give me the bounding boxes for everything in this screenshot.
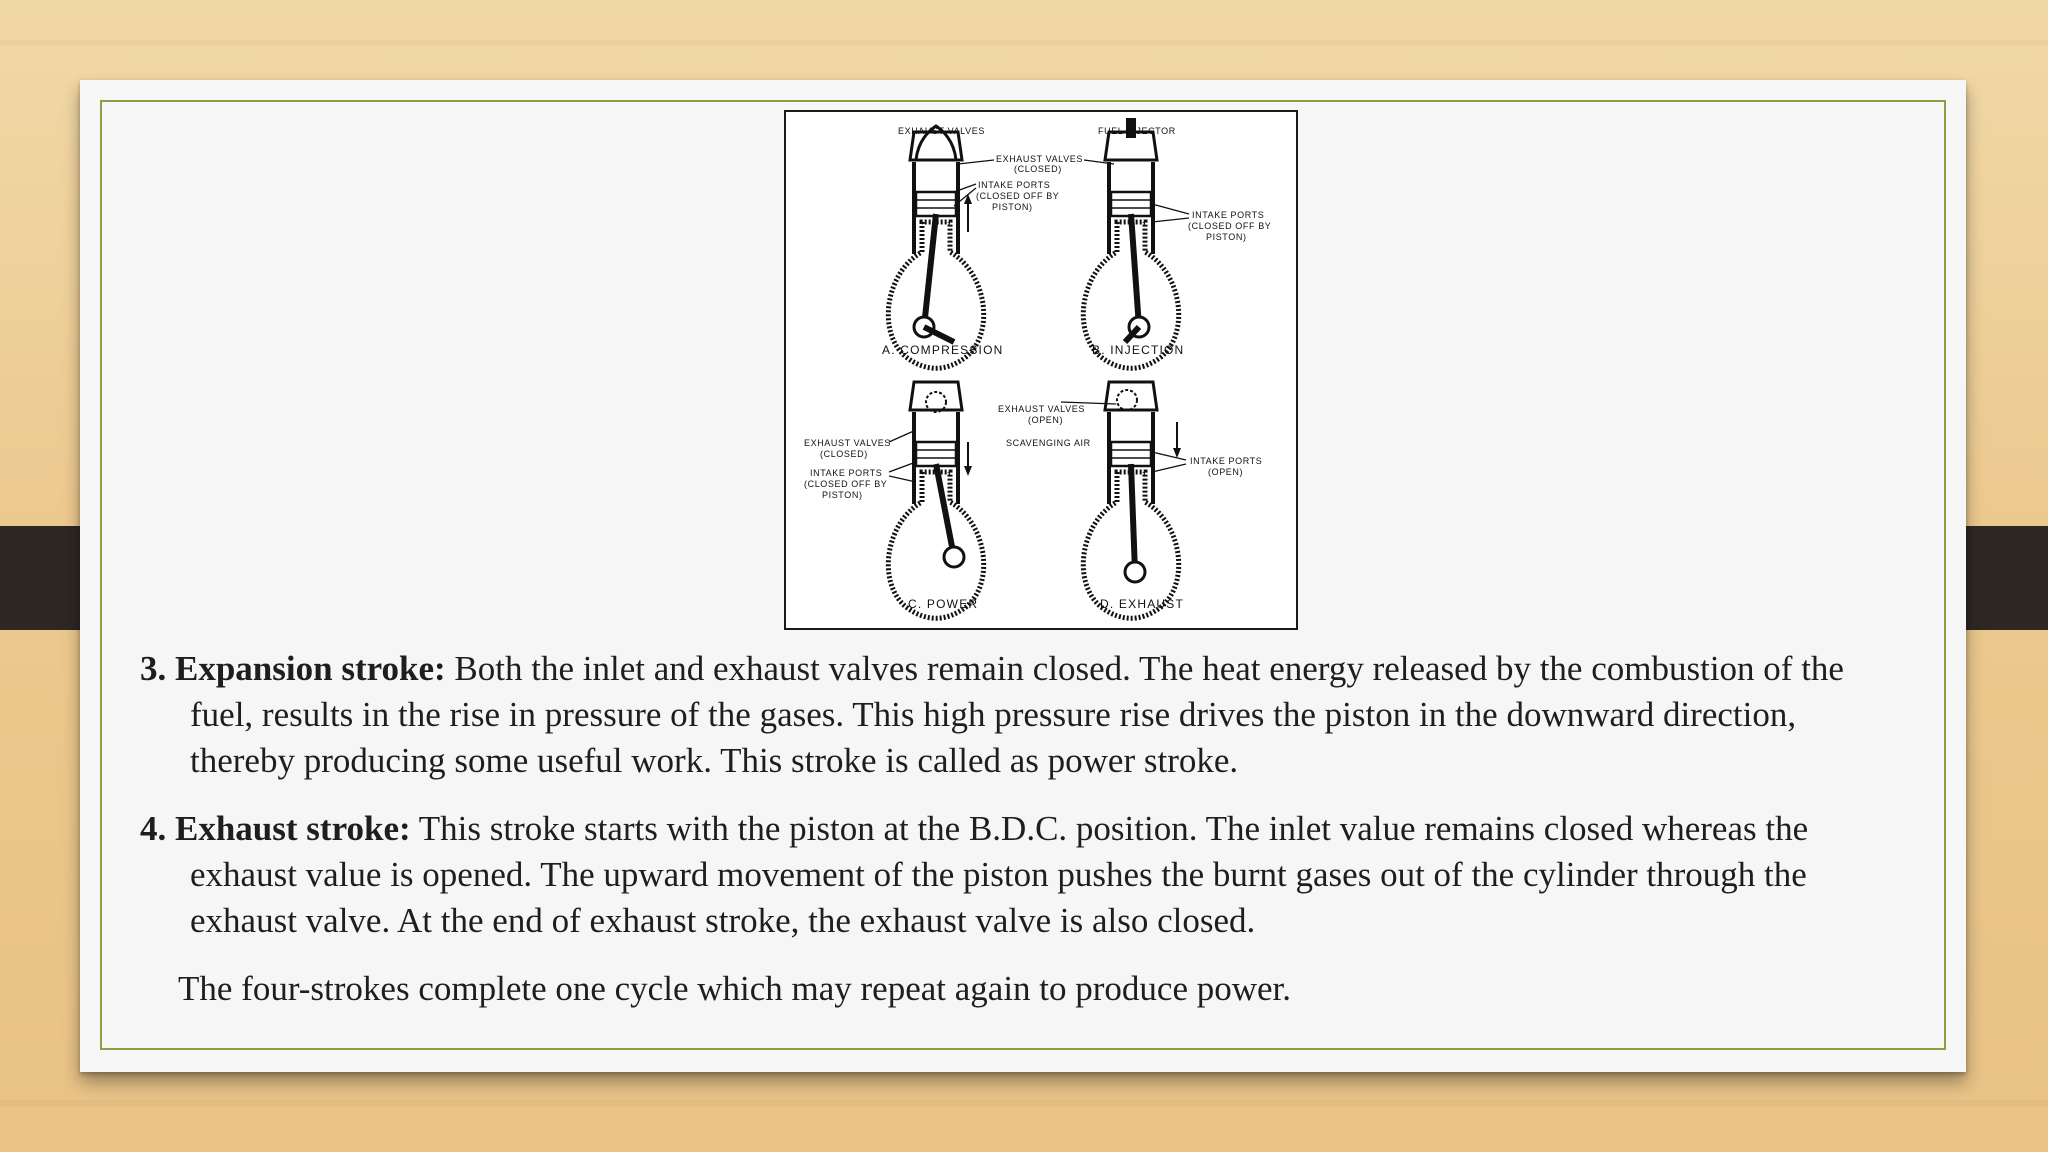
label-intake-ports-c: (CLOSED OFF BY: [804, 479, 888, 489]
caption-compression: A. COMPRESSION: [882, 343, 1004, 357]
expansion-stroke-text: Both the inlet and exhaust valves remain closed. The heat energy released by the combustion of the fuel, results in the rise in pressure of the gases. This high pressure rise drives the piston in the downward direction, thereby producing some useful work. This stroke is called as power stroke.: [190, 649, 1844, 780]
label-intake-ports-a: PISTON): [992, 202, 1033, 212]
caption-injection: B. INJECTION: [1092, 343, 1185, 357]
slide-card: [80, 80, 1966, 1072]
engine-b: [1083, 118, 1178, 368]
label-exhaust-valves-c: EXHAUST VALVES: [804, 438, 891, 448]
closing-sentence: The four-strokes complete one cycle which may repeat again to produce power.: [178, 969, 1292, 1008]
label-intake-ports-a: (CLOSED OFF BY: [976, 191, 1060, 201]
label-intake-ports-a: INTAKE PORTS: [978, 180, 1051, 190]
exhaust-stroke-paragraph: [140, 806, 1900, 944]
label-exhaust-valves: EXHAUST VALVES: [898, 126, 985, 136]
label-scavenging-air: SCAVENGING AIR: [1006, 438, 1091, 448]
label-exhaust-valves-c: (CLOSED): [820, 449, 868, 459]
label-intake-ports-d: (OPEN): [1208, 467, 1244, 477]
label-intake-ports-d: INTAKE PORTS: [1190, 456, 1263, 466]
expansion-stroke-paragraph: [140, 646, 1900, 784]
label-intake-ports-b: PISTON): [1206, 232, 1247, 242]
label-exhaust-valves-closed: (CLOSED): [1014, 164, 1062, 174]
exhaust-stroke-text: This stroke starts with the piston at the B.D.C. position. The inlet value remains closed whereas the exhaust value is opened. The upward movement of the piston pushes the burnt gases out of the cylinder through the exhaust valve. At the end of exhaust stroke, the exhaust valve is also closed.: [190, 809, 1809, 940]
wood-grain: [0, 1100, 2048, 1106]
label-fuel-injector: FUEL INJECTOR: [1098, 126, 1176, 136]
exhaust-stroke-heading: 4. Exhaust stroke:: [140, 809, 411, 848]
engine-d: [1083, 382, 1181, 618]
wood-grain: [0, 40, 2048, 46]
label-exhaust-valves-closed: EXHAUST VALVES: [996, 154, 1083, 164]
label-intake-ports-b: (CLOSED OFF BY: [1188, 221, 1272, 231]
label-intake-ports-c: INTAKE PORTS: [810, 468, 883, 478]
engine-c: [888, 382, 983, 618]
caption-power: C. POWER: [908, 597, 979, 611]
engine-strokes-svg: [786, 112, 1296, 628]
engine-strokes-diagram: [784, 110, 1298, 630]
caption-exhaust: D. EXHAUST: [1100, 597, 1185, 611]
body-text: [140, 646, 1900, 1012]
label-exhaust-valves-d: EXHAUST VALVES: [998, 404, 1085, 414]
label-exhaust-valves-d: (OPEN): [1028, 415, 1064, 425]
label-intake-ports-c: PISTON): [822, 490, 863, 500]
label-intake-ports-b: INTAKE PORTS: [1192, 210, 1265, 220]
expansion-stroke-heading: 3. Expansion stroke:: [140, 649, 446, 688]
